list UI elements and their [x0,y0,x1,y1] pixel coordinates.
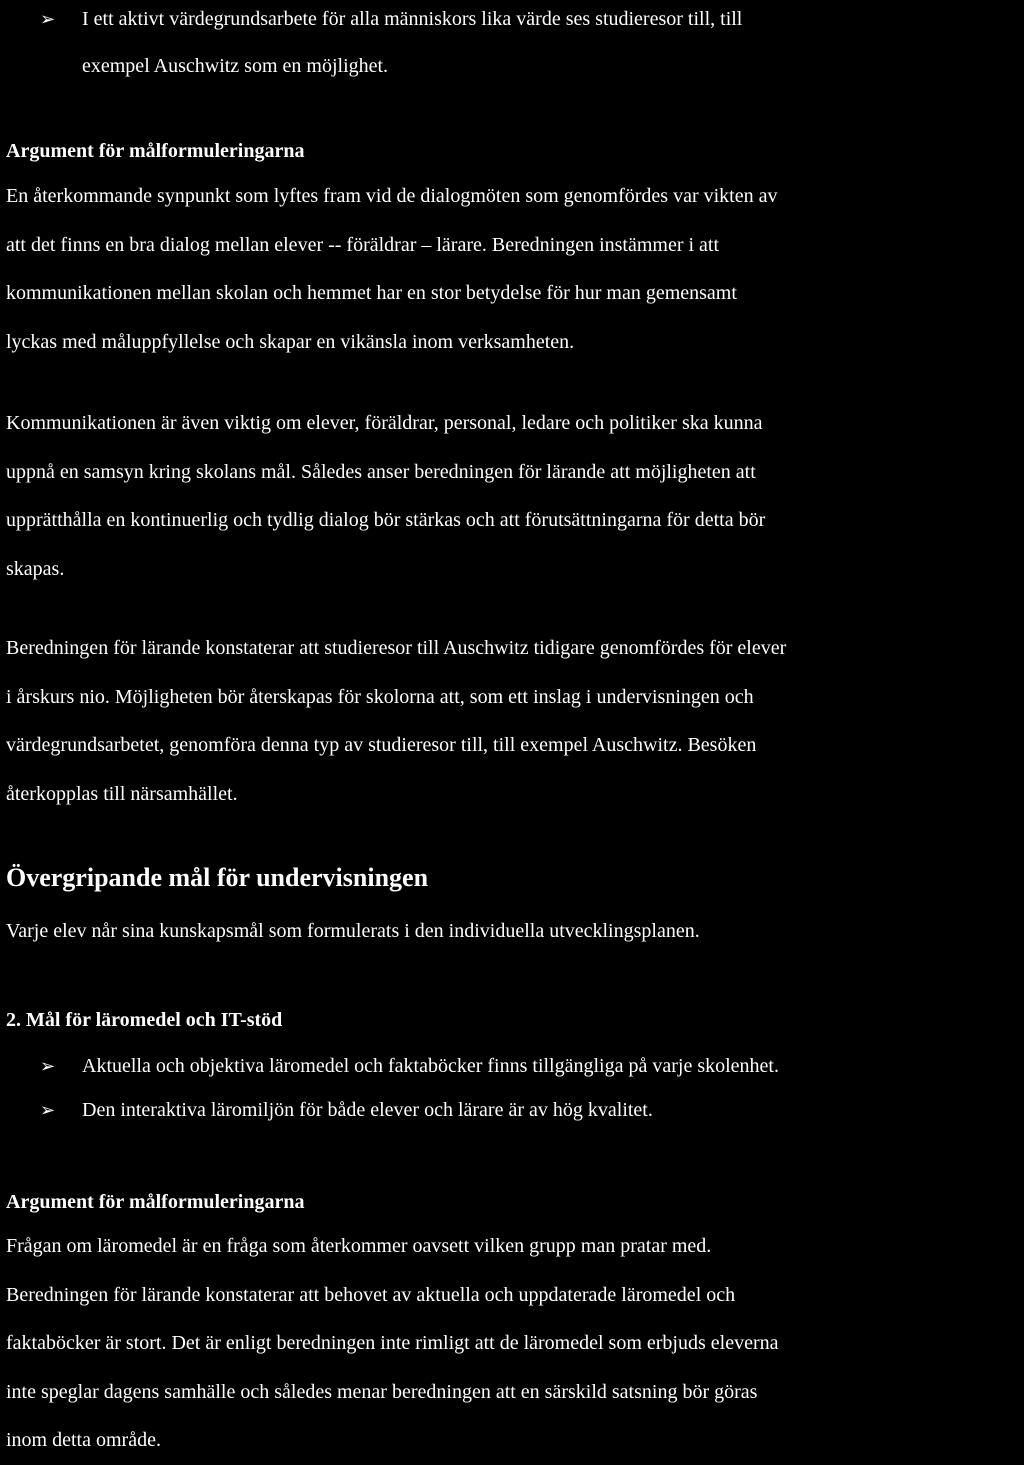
paragraph-line: inom detta område. [6,1429,161,1451]
paragraph-teaching-goal [6,907,1018,956]
section-heading-numbered: 2. Mål för läromedel och IT-stöd [6,1009,283,1031]
paragraph-line: lyckas med måluppfyllelse och skapar en vikänsla inom verksamheten. [6,330,575,353]
paragraph-line: skapas. [6,557,65,580]
arrow-bullet-icon: ➢ [40,1056,56,1076]
paragraph-line: värdegrundsarbetet, genomföra denna typ av studieresor till, till exempel Auschwitz. Besöken [6,734,757,756]
paragraph-line: En återkommande synpunkt som lyftes fram vid de dialogmöten som genomfördes var vikten av [6,185,778,207]
paragraph-line: uppnå en samsyn kring skolans mål. Således anser beredningen för lärande att möjligheten att [6,460,756,483]
paragraph-line: Beredningen för lärande konstaterar att behovet av aktuella och uppdaterade läromedel och [6,1283,736,1306]
paragraph-line: att det finns en bra dialog mellan elever -- föräldrar – lärare. Beredningen instämmer i att [6,233,720,256]
paragraph-dialog [6,172,1018,366]
bullet-line: Aktuella och objektiva läromedel och faktaböcker finns tillgängliga på varje skolenhet. [82,1055,779,1077]
paragraph-line: inte speglar dagens samhälle och således menar beredningen att en särskild satsning bör göras [6,1380,758,1403]
bullet-line: I ett aktivt värdegrundsarbete för alla människors lika värde ses studieresor till, till [82,8,743,30]
paragraph-line: kommunikationen mellan skolan och hemmet har en stor betydelse för hur man gemensamt [6,282,737,304]
paragraph-communication [6,399,1018,593]
paragraph-line: Kommunikationen är även viktig om elever, föräldrar, personal, ledare och politiker ska kunna [6,412,763,434]
section-heading: Argument för målformuleringarna [6,1191,305,1213]
bullet-line: Den interaktiva läromiljön för både elever och lärare är av hög kvalitet. [82,1099,653,1121]
arrow-bullet-icon: ➢ [40,9,56,29]
paragraph-line: Beredningen för lärande konstaterar att studieresor till Auschwitz tidigare genomfördes för elever [6,637,787,659]
paragraph-line: återkopplas till närsamhället. [6,782,238,805]
paragraph-line: faktaböcker är stort. Det är enligt beredningen inte rimligt att de läromedel som erbjuds eleverna [6,1332,779,1354]
paragraph-line: Varje elev når sina kunskapsmål som formulerats i den individuella utvecklingsplanen. [6,920,700,942]
section-heading: Argument för målformuleringarna [6,140,305,162]
paragraph-line: upprätthålla en kontinuerlig och tydlig dialog bör stärkas och att förutsättningarna för detta bör [6,509,766,531]
bullet-item-study-trips [40,0,1010,90]
paragraph-textbooks [6,1222,1018,1465]
bullet-item-interactive-environment [40,1087,1010,1134]
paragraph-auschwitz [6,624,1018,818]
bullet-item-textbooks [40,1043,1010,1090]
paragraph-line: i årskurs nio. Möjligheten bör återskapas för skolorna att, som ett inslag i undervisningen och [6,685,754,708]
arrow-bullet-icon: ➢ [40,1100,56,1120]
bullet-line: exempel Auschwitz som en möjlighet. [82,55,389,77]
section-heading-large: Övergripande mål för undervisningen [6,863,429,892]
paragraph-line: Frågan om läromedel är en fråga som återkommer oavsett vilken grupp man pratar med. [6,1235,712,1257]
